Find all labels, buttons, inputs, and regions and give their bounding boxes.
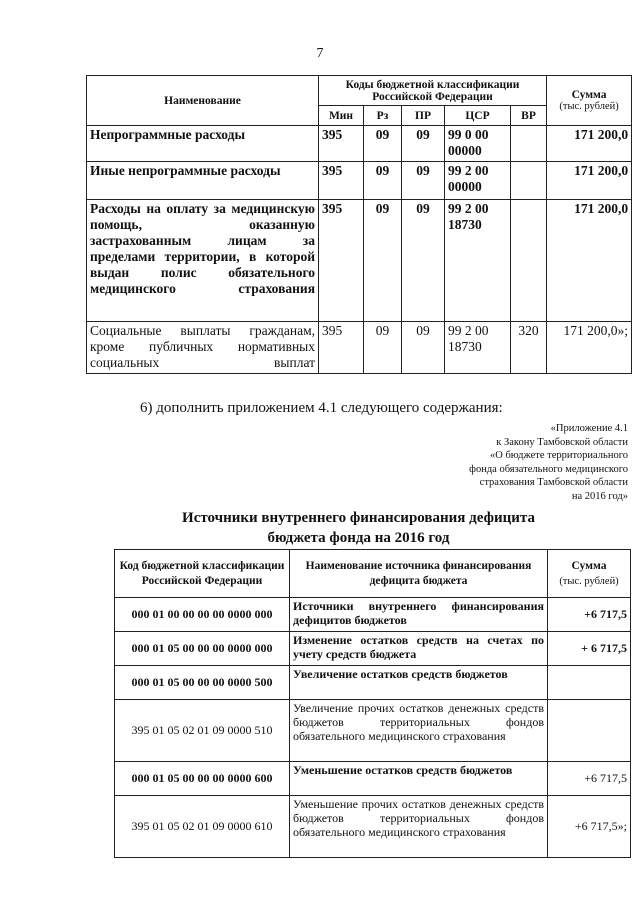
row-rz: 09 xyxy=(364,322,402,374)
row-name: Увеличение остатков средств бюджетов xyxy=(290,666,548,700)
expenses-table xyxy=(86,75,632,374)
row-name: Уменьшение прочих остатков денежных средств бюджетов территориальных фондов обязательного медицинского страхования xyxy=(290,796,548,858)
row-vr xyxy=(511,200,547,322)
table-row xyxy=(115,762,631,796)
row-code: 000 01 05 00 00 00 0000 500 xyxy=(115,666,290,700)
row-pr: 09 xyxy=(402,322,445,374)
row-sum: +6 717,5 xyxy=(548,762,631,796)
table-row xyxy=(87,200,632,322)
row-name: Уменьшение остатков средств бюджетов xyxy=(290,762,548,796)
appendix-line: к Закону Тамбовской области xyxy=(496,436,628,448)
row-name: Источники внутреннего финансирования дефицитов бюджетов xyxy=(290,598,548,632)
row-name: Увеличение прочих остатков денежных средств бюджетов территориальных фондов обязательного медицинского страхования xyxy=(290,700,548,762)
table-row xyxy=(115,666,631,700)
row-min: 395 xyxy=(319,200,364,322)
table-row xyxy=(87,126,632,162)
financing-sources-table xyxy=(114,549,631,858)
appendix-line: на 2016 год» xyxy=(571,490,628,502)
row-vr xyxy=(511,126,547,162)
row-csr: 99 2 00 18730 xyxy=(445,200,511,322)
row-name: Непрограммные расходы xyxy=(87,126,319,162)
header-sum: Сумма (тыс. рублей) xyxy=(547,76,632,126)
row-sum: 171 200,0 xyxy=(547,200,632,322)
row-name: Расходы на оплату за медицинскую помощь, оказанную застрахованным лицам за пределами территории, в которой выдан полис обязательного медицинского страхования xyxy=(87,200,319,322)
row-sum xyxy=(548,700,631,762)
row-rz: 09 xyxy=(364,162,402,200)
table-row xyxy=(115,796,631,858)
header-min: Мин xyxy=(319,106,364,126)
appendix-line: «О бюджете территориального xyxy=(490,450,628,461)
table-row xyxy=(115,632,631,666)
table-row xyxy=(115,598,631,632)
row-csr: 99 0 00 00000 xyxy=(445,126,511,162)
row-name: Иные непрограммные расходы xyxy=(87,162,319,200)
header-sum: Сумма (тыс. рублей) xyxy=(548,550,631,598)
row-sum: 171 200,0 xyxy=(547,126,632,162)
paragraph-text: 6) дополнить приложением 4.1 следующего содержания: xyxy=(140,400,503,416)
row-vr xyxy=(511,162,547,200)
page-number: 7 xyxy=(316,46,324,61)
header-code: Код бюджетной классификации Российской Федерации xyxy=(115,550,290,598)
title-line: Источники внутреннего финансирования дефицита xyxy=(182,510,535,526)
row-min: 395 xyxy=(319,322,364,374)
row-rz: 09 xyxy=(364,200,402,322)
table-row xyxy=(87,322,632,374)
header-codes: Коды бюджетной классификации Российской Федерации xyxy=(319,76,547,106)
title-line: бюджета фонда на 2016 год xyxy=(267,530,450,546)
row-code: 000 01 00 00 00 00 0000 000 xyxy=(115,598,290,632)
row-sum: +6 717,5 xyxy=(548,598,631,632)
appendix-note xyxy=(400,422,628,503)
header-vr: ВР xyxy=(511,106,547,126)
row-csr: 99 2 00 18730 xyxy=(445,322,511,374)
row-pr: 09 xyxy=(402,200,445,322)
table-row xyxy=(115,700,631,762)
header-pr: ПР xyxy=(402,106,445,126)
row-sum xyxy=(548,666,631,700)
row-rz: 09 xyxy=(364,126,402,162)
row-sum: + 6 717,5 xyxy=(548,632,631,666)
row-min: 395 xyxy=(319,126,364,162)
row-vr: 320 xyxy=(511,322,547,374)
header-rz: Рз xyxy=(364,106,402,126)
header-name: Наименование xyxy=(87,76,319,126)
row-code: 395 01 05 02 01 09 0000 510 xyxy=(115,700,290,762)
row-sum: 171 200,0 xyxy=(547,162,632,200)
appendix-line: страхования Тамбовской области xyxy=(479,477,628,488)
row-code: 000 01 05 00 00 00 0000 000 xyxy=(115,632,290,666)
row-pr: 09 xyxy=(402,126,445,162)
row-name: Социальные выплаты гражданам, кроме публичных нормативных социальных выплат xyxy=(87,322,319,374)
row-min: 395 xyxy=(319,162,364,200)
appendix-line: «Приложение 4.1 xyxy=(550,423,628,434)
row-pr: 09 xyxy=(402,162,445,200)
header-csr: ЦСР xyxy=(445,106,511,126)
table-row xyxy=(87,162,632,200)
row-sum: +6 717,5»; xyxy=(548,796,631,858)
section-title xyxy=(86,508,631,548)
header-source-name: Наименование источника финансирования дефицита бюджета xyxy=(290,550,548,598)
row-sum: 171 200,0»; xyxy=(547,322,632,374)
row-code: 395 01 05 02 01 09 0000 610 xyxy=(115,796,290,858)
row-csr: 99 2 00 00000 xyxy=(445,162,511,200)
row-code: 000 01 05 00 00 00 0000 600 xyxy=(115,762,290,796)
row-name: Изменение остатков средств на счетах по учету средств бюджета xyxy=(290,632,548,666)
appendix-line: фонда обязательного медицинского xyxy=(469,463,628,475)
